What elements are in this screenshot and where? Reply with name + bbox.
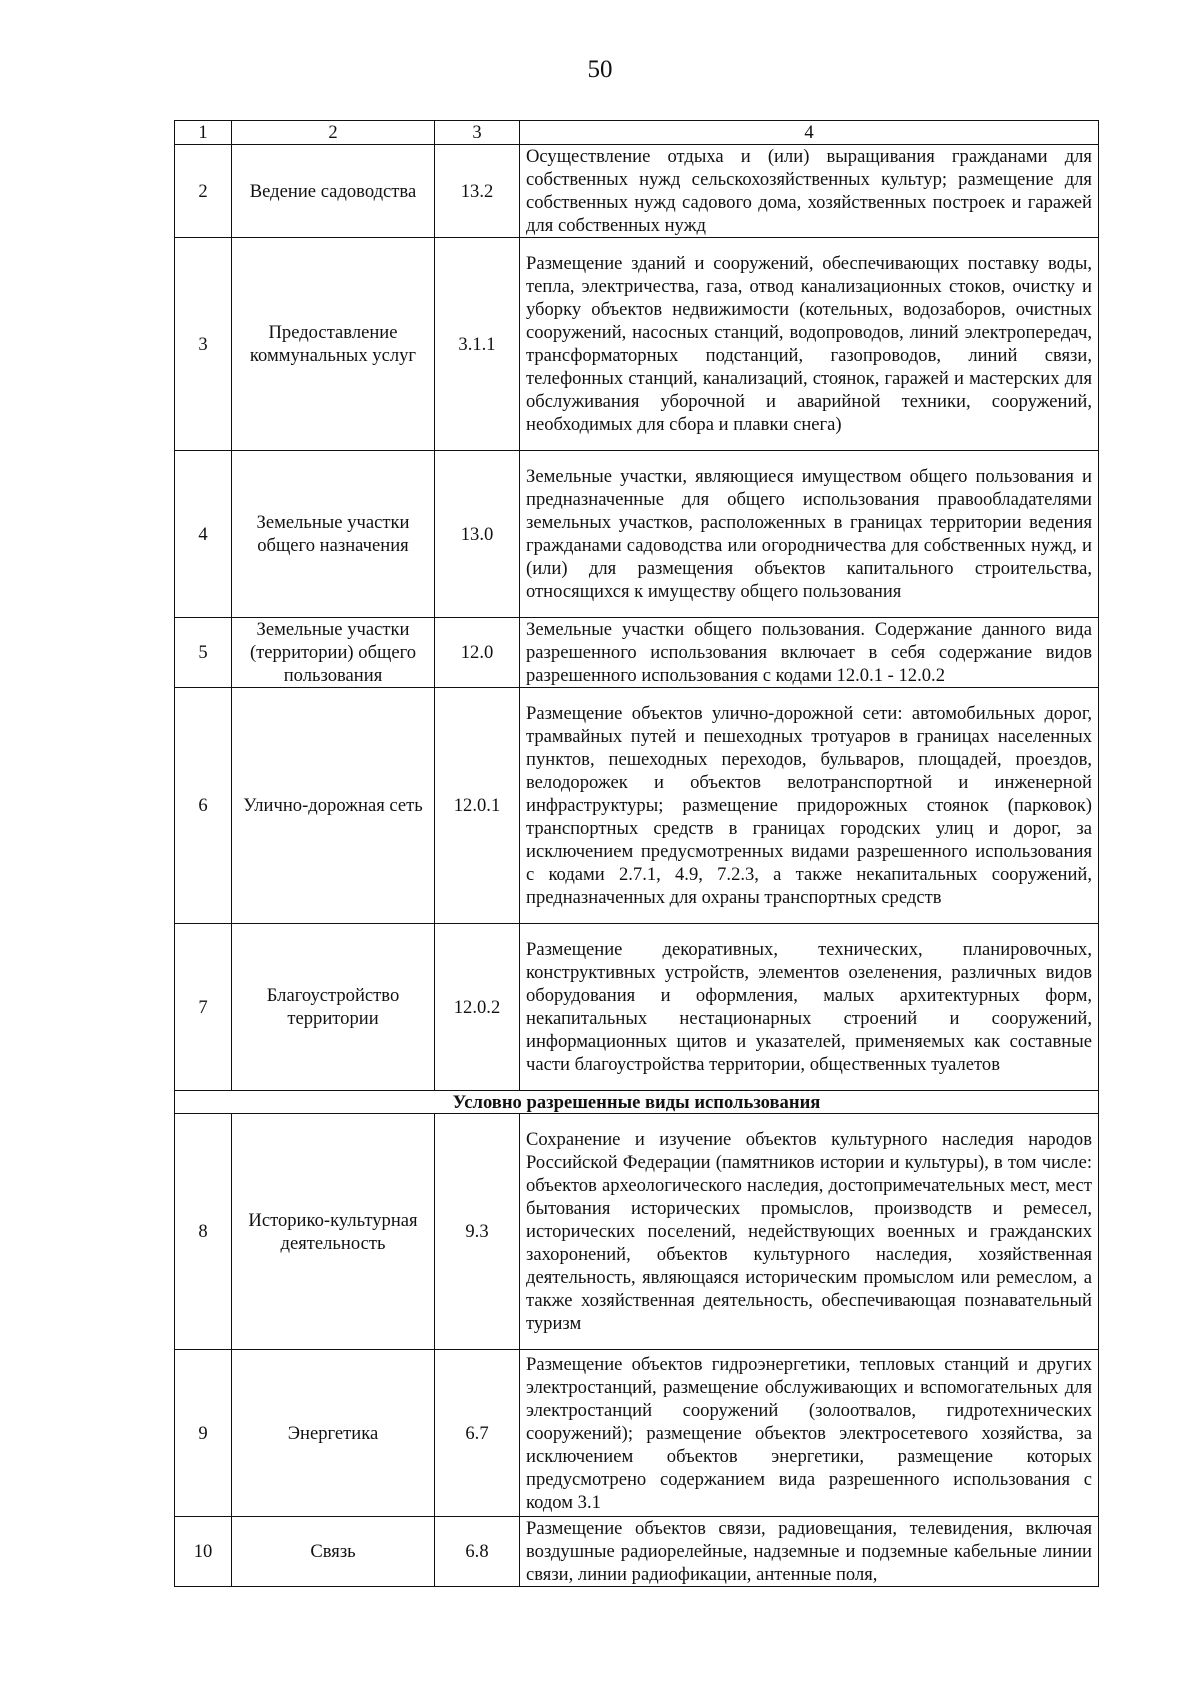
row-number: 8 <box>175 1114 232 1350</box>
use-type-description: Земельные участки общего пользования. Содержание данного вида разрешенного использования включает в себя содержание видов разрешенного использования с кодами 12.0.1 - 12.0.2 <box>520 618 1099 688</box>
use-type-code: 13.2 <box>435 145 520 238</box>
header-col-3: 3 <box>435 121 520 145</box>
use-type-code: 6.8 <box>435 1517 520 1587</box>
use-type-description: Земельные участки, являющиеся имуществом общего пользования и предназначенные для общего использования правообладателями земельных участков, расположенных в границах территории ведения гражданами садоводства или огородничества для собственных нужд, и (или) для размещения объектов капитального строительства, относящихся к имуществу общего пользования <box>520 451 1099 618</box>
row-number: 4 <box>175 451 232 618</box>
table-row <box>175 1114 1099 1350</box>
section-header-row <box>175 1091 1099 1114</box>
table-row <box>175 688 1099 924</box>
section-title: Условно разрешенные виды использования <box>175 1091 1099 1114</box>
table-body <box>175 145 1099 1587</box>
use-type-code: 13.0 <box>435 451 520 618</box>
table-row <box>175 618 1099 688</box>
use-type-description: Сохранение и изучение объектов культурного наследия народов Российской Федерации (памятников истории и культуры), в том числе: объектов археологического наследия, достопримечательных мест, мест бытования исторических промыслов, производств и ремесел, исторических поселений, недействующих военных и гражданских захоронений, объектов культурного наследия, хозяйственная деятельность, являющаяся историческим промыслом или ремеслом, а также хозяйственная деятельность, обеспечивающая познавательный туризм <box>520 1114 1099 1350</box>
use-type-description: Размещение объектов гидроэнергетики, тепловых станций и других электростанций, размещение обслуживающих и вспомогательных для электростанций сооружений (золоотвалов, гидротехнических сооружений); размещение объектов электросетевого хозяйства, за исключением объектов энергетики, размещение которых предусмотрено содержанием вида разрешенного использования с кодом 3.1 <box>520 1350 1099 1517</box>
row-number: 5 <box>175 618 232 688</box>
use-type-description: Осуществление отдыха и (или) выращивания гражданами для собственных нужд сельскохозяйственных культур; размещение для собственных нужд садового дома, хозяйственных построек и гаражей для собственных нужд <box>520 145 1099 238</box>
use-type-description: Размещение объектов улично-дорожной сети: автомобильных дорог, трамвайных путей и пешеходных тротуаров в границах населенных пунктов, пешеходных переходов, бульваров, площадей, проездов, велодорожек и объектов велотранспортной и инженерной инфраструктуры; размещение придорожных стоянок (парковок) транспортных средств в границах городских улиц и дорог, за исключением предусмотренных видами разрешенного использования с кодами 2.7.1, 4.9, 7.2.3, а также некапитальных сооружений, предназначенных для охраны транспортных средств <box>520 688 1099 924</box>
use-type-description: Размещение объектов связи, радиовещания, телевидения, включая воздушные радиорелейные, надземные и подземные кабельные линии связи, линии радиофикации, антенные поля, <box>520 1517 1099 1587</box>
use-type-name: Ведение садоводства <box>232 145 435 238</box>
table-header <box>175 121 1099 145</box>
use-type-name: Улично-дорожная сеть <box>232 688 435 924</box>
use-type-code: 9.3 <box>435 1114 520 1350</box>
use-type-name: Историко-культурная деятельность <box>232 1114 435 1350</box>
use-type-name: Энергетика <box>232 1350 435 1517</box>
header-row <box>175 121 1099 145</box>
page-number: 50 <box>587 56 613 83</box>
header-col-2: 2 <box>232 121 435 145</box>
use-type-code: 12.0 <box>435 618 520 688</box>
row-number: 6 <box>175 688 232 924</box>
table-row <box>175 451 1099 618</box>
use-type-code: 3.1.1 <box>435 238 520 451</box>
row-number: 2 <box>175 145 232 238</box>
use-type-name: Связь <box>232 1517 435 1587</box>
header-col-4: 4 <box>520 121 1099 145</box>
use-type-code: 12.0.1 <box>435 688 520 924</box>
table-row <box>175 145 1099 238</box>
table-row <box>175 1350 1099 1517</box>
row-number: 9 <box>175 1350 232 1517</box>
use-type-code: 6.7 <box>435 1350 520 1517</box>
row-number: 3 <box>175 238 232 451</box>
table-row <box>175 238 1099 451</box>
land-use-table <box>174 120 1099 1587</box>
use-type-description: Размещение декоративных, технических, планировочных, конструктивных устройств, элементов озеленения, различных видов оборудования и оформления, малых архитектурных форм, некапитальных нестационарных строений и сооружений, информационных щитов и указателей, применяемых как составные части благоустройства территории, общественных туалетов <box>520 924 1099 1091</box>
use-type-name: Благоустройство территории <box>232 924 435 1091</box>
use-type-name: Земельные участки (территории) общего пользования <box>232 618 435 688</box>
header-col-1: 1 <box>175 121 232 145</box>
table-row <box>175 924 1099 1091</box>
row-number: 10 <box>175 1517 232 1587</box>
table-row <box>175 1517 1099 1587</box>
use-type-name: Земельные участки общего назначения <box>232 451 435 618</box>
use-type-name: Предоставление коммунальных услуг <box>232 238 435 451</box>
row-number: 7 <box>175 924 232 1091</box>
use-type-description: Размещение зданий и сооружений, обеспечивающих поставку воды, тепла, электричества, газа, отвод канализационных стоков, очистку и уборку объектов недвижимости (котельных, водозаборов, очистных сооружений, насосных станций, водопроводов, линий электропередач, трансформаторных подстанций, газопроводов, линий связи, телефонных станций, канализаций, стоянок, гаражей и мастерских для обслуживания уборочной и аварийной техники, сооружений, необходимых для сбора и плавки снега) <box>520 238 1099 451</box>
use-type-code: 12.0.2 <box>435 924 520 1091</box>
